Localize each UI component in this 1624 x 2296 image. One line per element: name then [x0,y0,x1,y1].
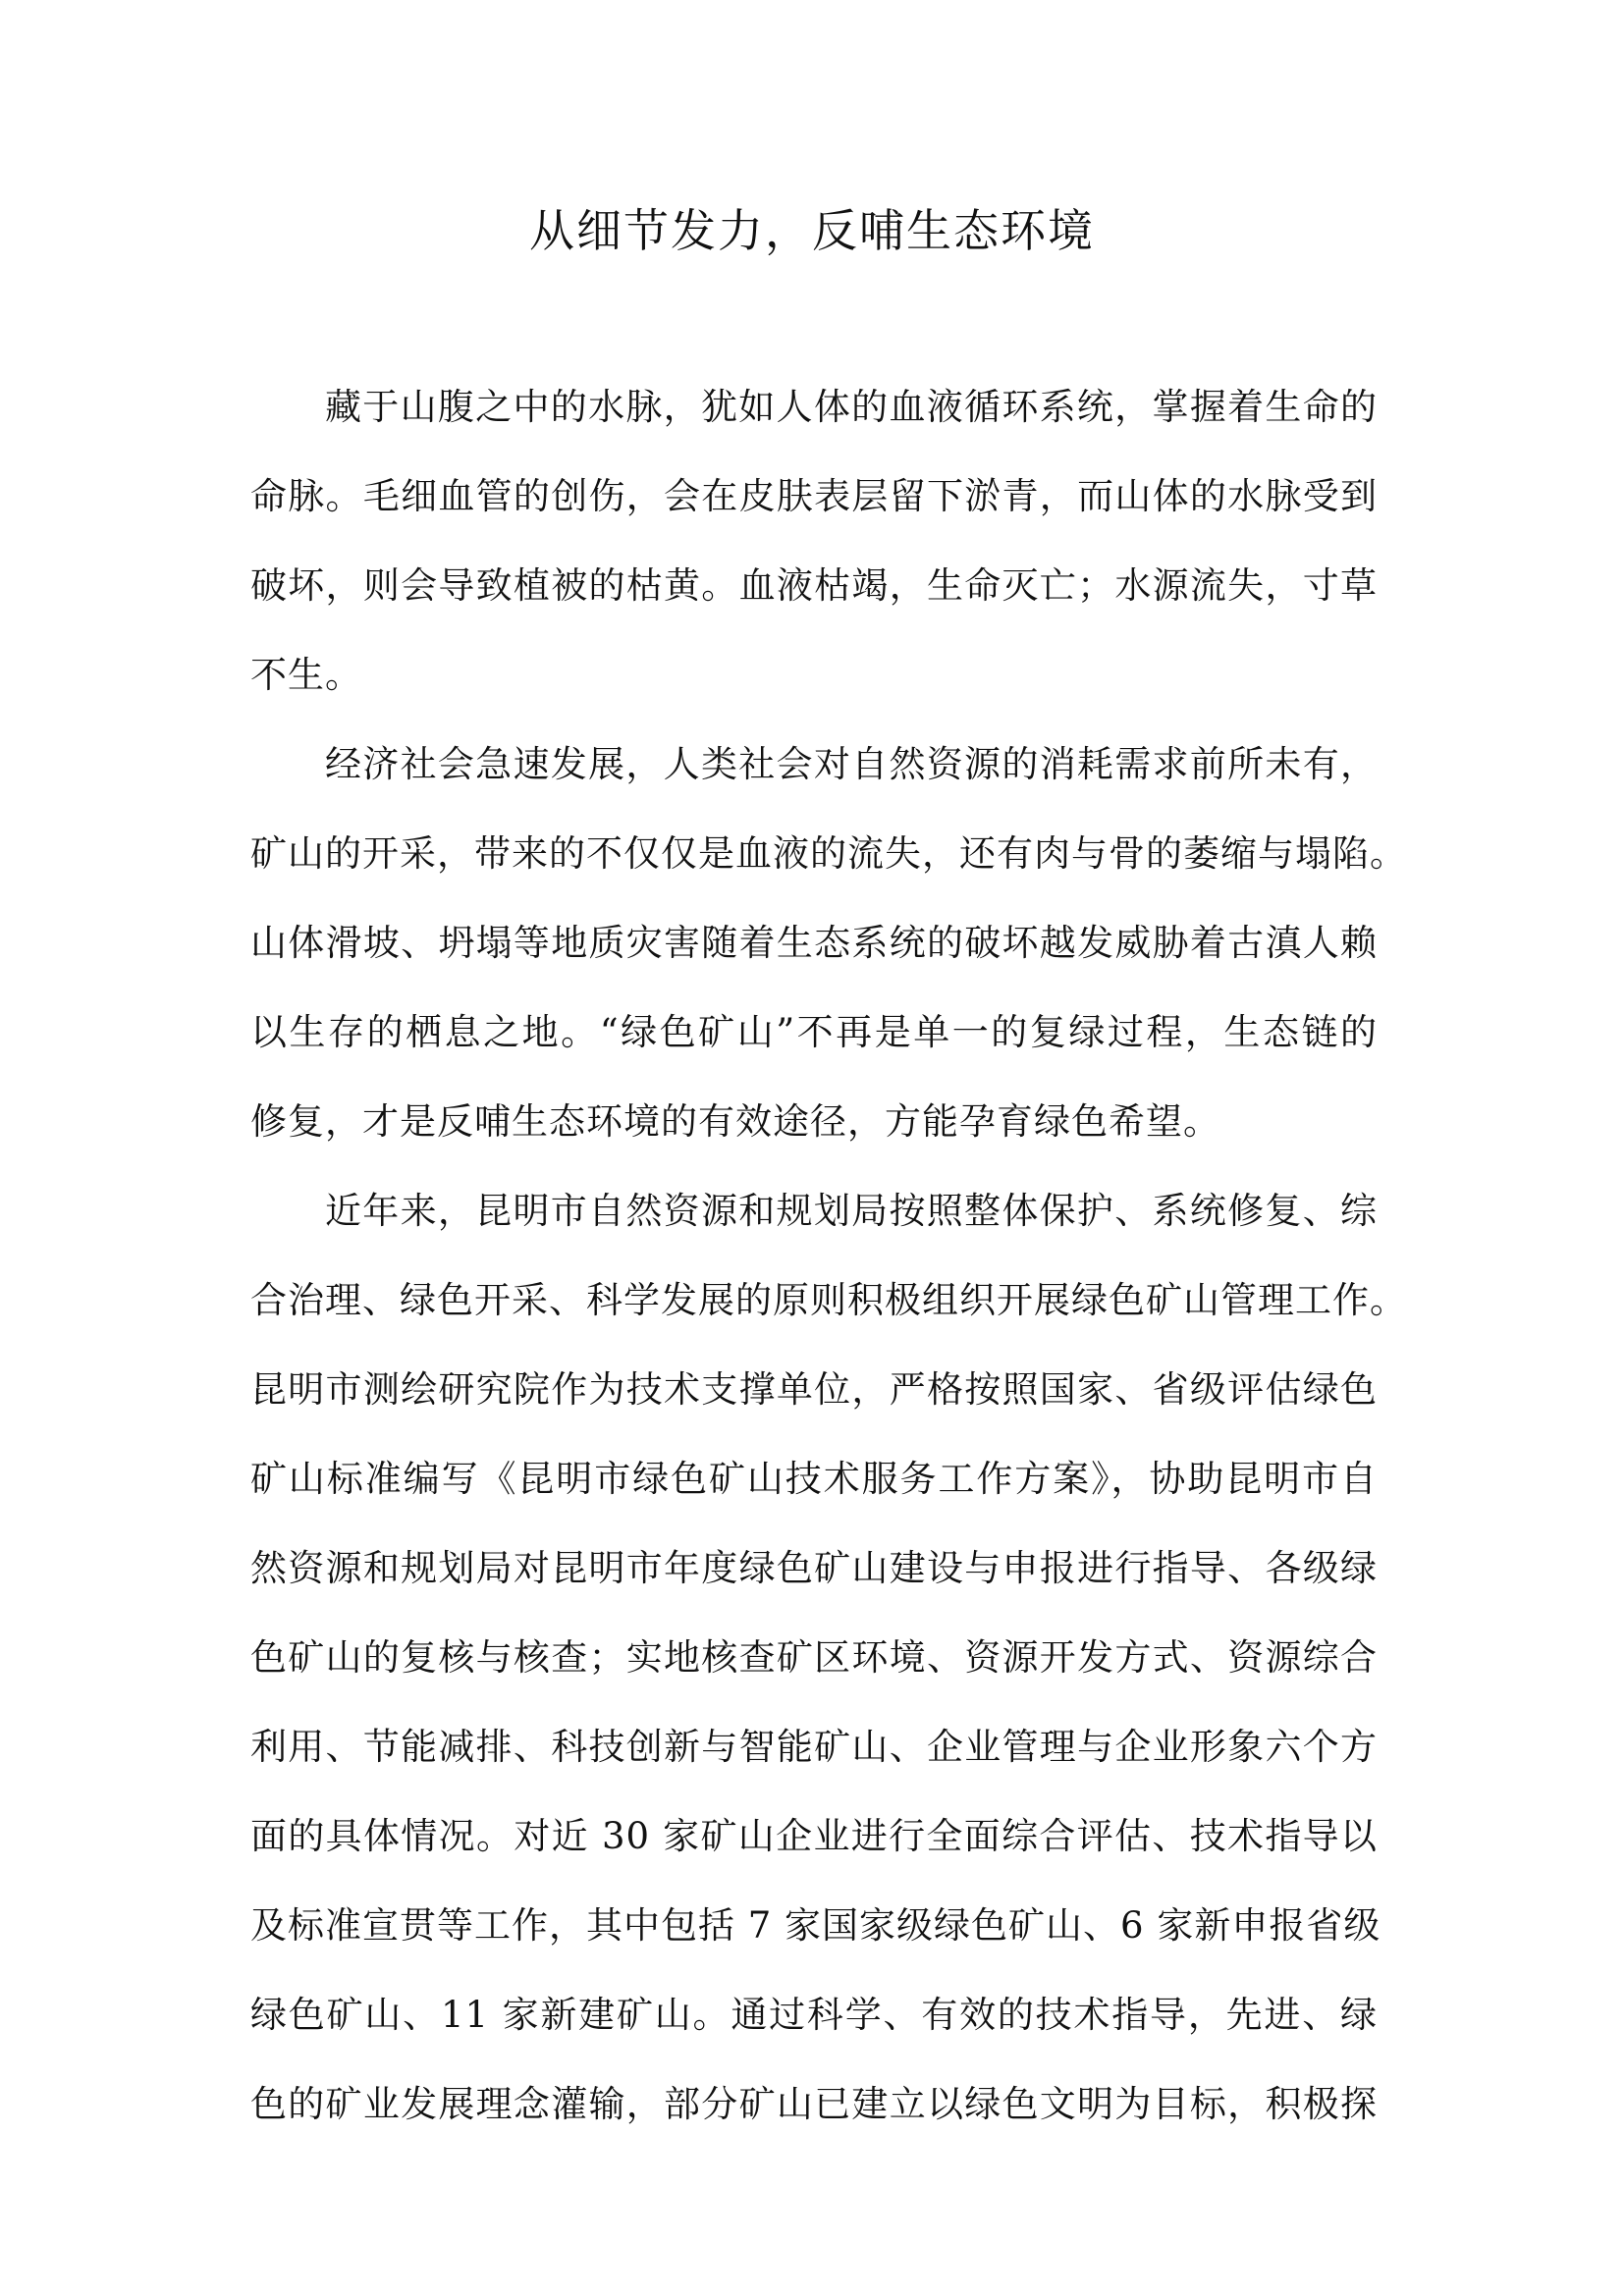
text-line: 昆明市测绘研究院作为技术支撑单位，严格按照国家、省级评估绿色 [250,1368,1378,1411]
document-body [250,378,1407,2164]
text-line: 及标准宣贯等工作，其中包括 7 家国家级绿色矿山、6 家新申报省级 [250,1904,1381,1947]
text-line: 山体滑坡、坍塌等地质灾害随着生态系统的破坏越发威胁着古滇人赖 [250,922,1378,964]
text-line: 面的具体情况。对近 30 家矿山企业进行全面综合评估、技术指导以 [250,1815,1378,1857]
text-line: 不生。 [250,654,362,696]
paragraph-2 [250,735,1407,1182]
text-line: 然资源和规划局对昆明市年度绿色矿山建设与申报进行指导、各级绿 [250,1547,1378,1589]
text-line: 破坏，则会导致植被的枯黄。血液枯竭，生命灭亡；水源流失，寸草 [250,564,1378,607]
text-line: 矿山的开采，带来的不仅仅是血液的流失，还有肉与骨的萎缩与塌陷。 [250,832,1407,875]
text-line: 修复，才是反哺生态环境的有效途径，方能孕育绿色希望。 [250,1100,1220,1143]
text-line: 命脉。毛细血管的创伤，会在皮肤表层留下淤青，而山体的水脉受到 [250,475,1378,517]
text-line: 绿色矿山、11 家新建矿山。通过科学、有效的技术指导，先进、绿 [250,1994,1378,2036]
document-title: 从细节发力，反哺生态环境 [529,204,1095,257]
text-line: 色的矿业发展理念灌输，部分矿山已建立以绿色文明为目标，积极探 [250,2083,1378,2125]
text-line: 藏于山腹之中的水脉，犹如人体的血液循环系统，掌握着生命的 [325,386,1378,428]
text-line: 利用、节能减排、科技创新与智能矿山、企业管理与企业形象六个方 [250,1726,1378,1768]
paragraph-1 [250,378,1378,735]
paragraph-3 [250,1182,1407,2164]
text-line: 矿山标准编写《昆明市绿色矿山技术服务工作方案》，协助昆明市自 [250,1458,1378,1500]
text-line: 以生存的栖息之地。“绿色矿山”不再是单一的复绿过程，生态链的 [250,1011,1378,1053]
text-line: 经济社会急速发展，人类社会对自然资源的消耗需求前所未有， [325,743,1378,785]
text-line: 近年来，昆明市自然资源和规划局按照整体保护、系统修复、综 [325,1190,1378,1232]
text-line: 合治理、绿色开采、科学发展的原则积极组织开展绿色矿山管理工作。 [250,1279,1407,1321]
text-line: 色矿山的复核与核查；实地核查矿区环境、资源开发方式、资源综合 [250,1636,1378,1679]
